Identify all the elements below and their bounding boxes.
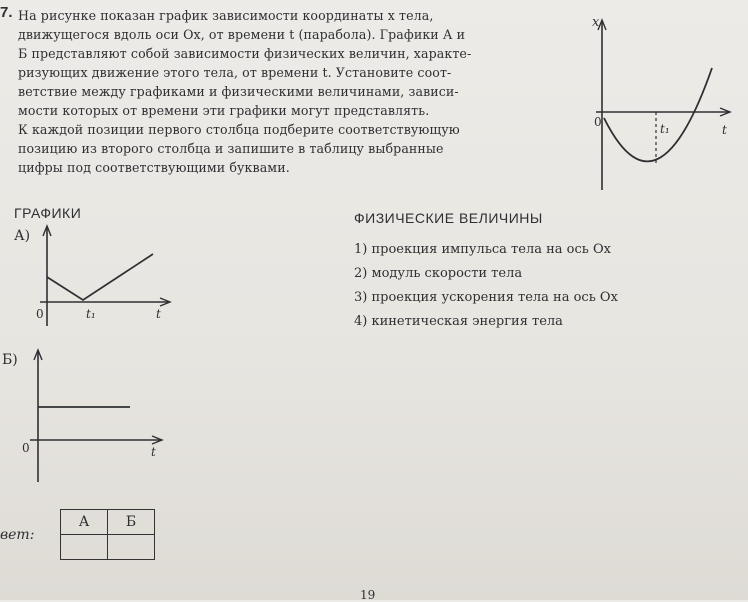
graphs-heading: ГРАФИКИ (14, 205, 82, 221)
instruction-line: К каждой позиции первого столбца подберите соответствующую (18, 122, 460, 137)
main-x-label: t (722, 123, 727, 137)
text-line: Б представляют собой зависимости физических величин, характе- (18, 46, 472, 61)
main-y-label: x (592, 15, 600, 30)
quantities-list (354, 238, 618, 334)
answer-label: вет: (0, 527, 35, 543)
answer-cell-a[interactable] (61, 535, 108, 560)
main-origin-label: 0 (594, 115, 602, 129)
quantity-item: 1) проекция импульса тела на ось Ox (354, 242, 611, 257)
instruction-line: позицию из второго столбца и запишите в таблицу выбранные (18, 141, 444, 156)
quantities-heading: ФИЗИЧЕСКИЕ ВЕЛИЧИНЫ (354, 210, 543, 226)
main-graph (592, 15, 730, 190)
parabola-curve (604, 68, 712, 161)
answer-header-a: А (61, 510, 108, 535)
graph-b (22, 350, 162, 482)
quantity-item: 2) модуль скорости тела (354, 266, 523, 281)
main-t1-label: t₁ (660, 122, 670, 136)
graph-a-label: А) (14, 228, 31, 244)
graph-b-label: Б) (2, 352, 18, 368)
graph-a (36, 226, 170, 326)
text-line: ветствие между графиками и физическими величинами, зависи- (18, 84, 459, 99)
graph-b-t: t (151, 445, 156, 459)
answer-cell-b[interactable] (108, 535, 155, 560)
graph-b-origin: 0 (22, 441, 30, 455)
text-line: ризующих движение этого тела, от времени t. Установите соот- (18, 65, 452, 80)
text-line: мости которых от времени эти графики могут представлять. (18, 103, 430, 118)
quantity-item: 4) кинетическая энергия тела (354, 314, 563, 329)
answer-header-b: Б (108, 510, 155, 535)
graph-a-curve (47, 254, 153, 300)
page-number: 19 (360, 588, 376, 602)
text-line: движущегося вдоль оси Ox, от времени t (парабола). Графики А и (18, 27, 466, 42)
graph-a-t1: t₁ (86, 307, 96, 321)
text-line: На рисунке показан график зависимости координаты x тела, (18, 8, 434, 23)
problem-number: 7. (0, 4, 13, 21)
answer-table (60, 509, 155, 560)
quantity-item: 3) проекция ускорения тела на ось Ox (354, 290, 618, 305)
instruction-line: цифры под соответствующими буквами. (18, 160, 290, 175)
graph-a-t: t (156, 307, 161, 321)
graph-a-origin: 0 (36, 307, 44, 321)
